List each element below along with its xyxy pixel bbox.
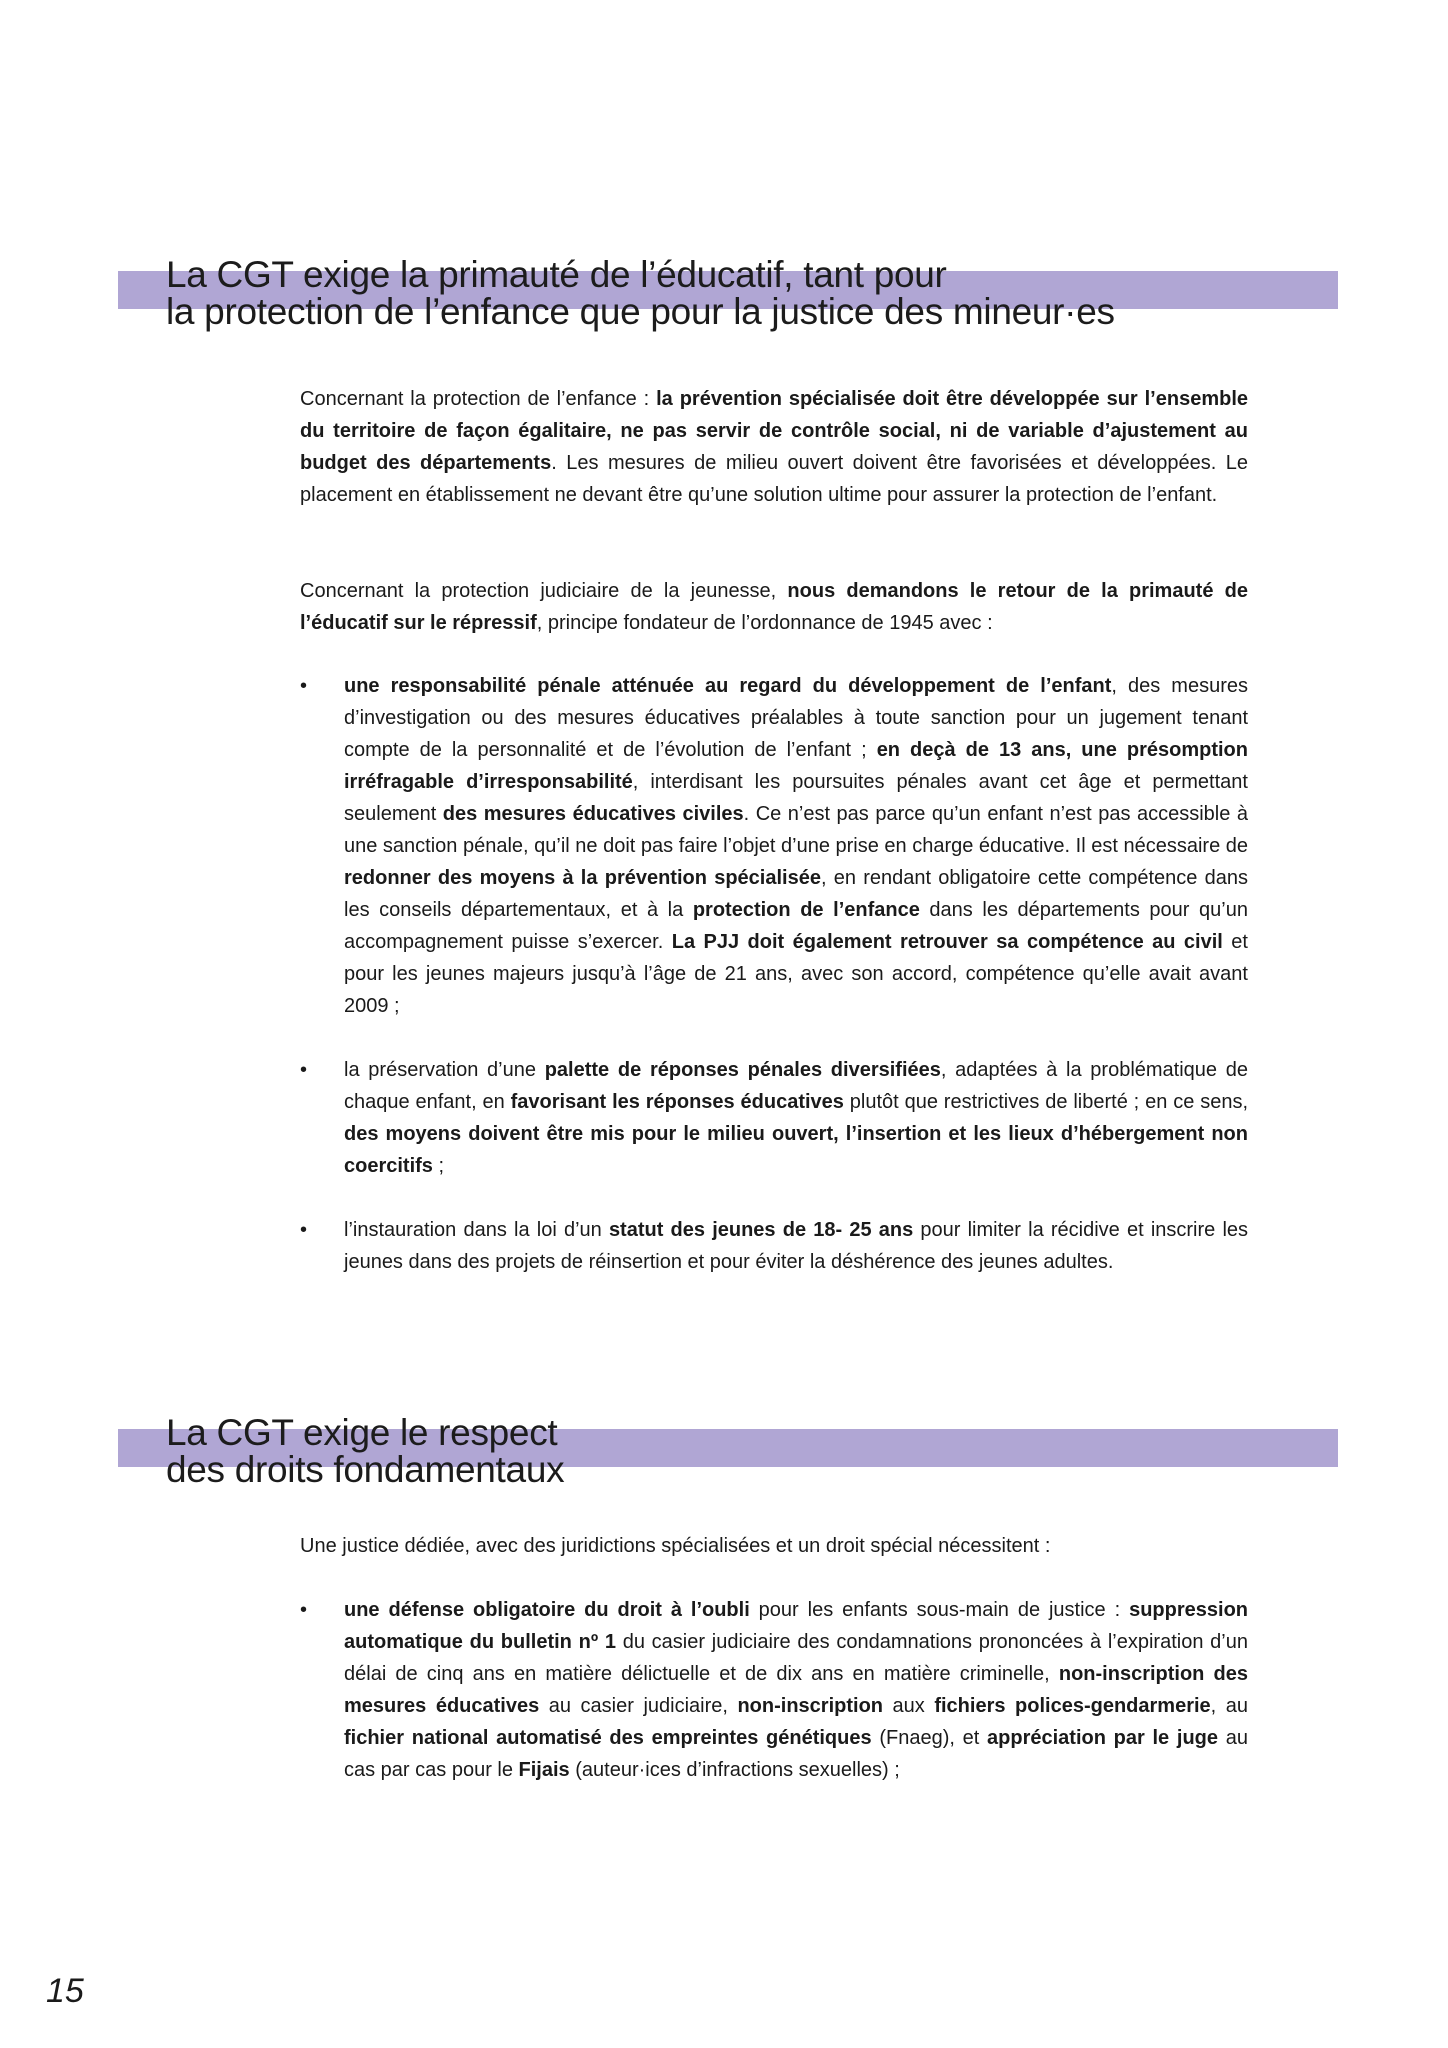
text-run: ; [432, 1155, 445, 1177]
bullet-icon: • [300, 1059, 308, 1081]
bold-text-run: statut des jeunes de 18- 25 ans [608, 1219, 914, 1241]
bold-text-run: favorisant les réponses éducatives [510, 1091, 844, 1113]
list-item [300, 1054, 1248, 1182]
bold-text-run: nous demandons le retour de la primauté de l’éducatif sur le répressif [300, 580, 1248, 634]
bold-text-run: non-inscription des mesures éducatives [344, 1663, 1248, 1717]
list-item [300, 670, 1248, 1022]
rich-paragraph [300, 575, 1248, 639]
bold-text-run: Fijais [518, 1759, 570, 1781]
section-title-line: La CGT exige le respect [166, 1412, 558, 1453]
text-run: l’instauration dans la loi d’un [344, 1219, 609, 1241]
text-run: pour les enfants sous-main de justice : [749, 1599, 1130, 1621]
bold-text-run: une responsabilité pénale atténuée au regard du développement de l’enfant [344, 675, 1112, 697]
text-run: dans les départements pour qu’un accompagnement puisse s’exercer. [344, 899, 1248, 953]
list-item-text [344, 1059, 1248, 1177]
bold-text-run: fichier national automatisé des empreintes génétiques [344, 1727, 872, 1749]
bold-text-run: suppression automatique du bulletin nº 1 [344, 1599, 1249, 1653]
page-number: 15 [46, 1972, 84, 2010]
text-run: Concernant la protection judiciaire de la jeunesse, [300, 580, 788, 602]
text-run: la préservation d’une [344, 1059, 545, 1081]
bullet-list-primaute [300, 670, 1248, 1278]
text-run: aux [883, 1695, 935, 1717]
bold-text-run: protection de l’enfance [692, 899, 920, 921]
section-title-line: des droits fondamentaux [166, 1449, 565, 1490]
bold-text-run: en deçà de 13 ans, une présomption irréfragable d’irresponsabilité [344, 739, 1248, 793]
text-run: , au [1210, 1695, 1248, 1717]
paragraph-justice-dediee [300, 1530, 1248, 1562]
bullet-list-droits [300, 1594, 1248, 1786]
bullet-icon: • [300, 1219, 308, 1241]
text-run: du casier judiciaire des condamnations prononcées à l’expiration d’un délai de cinq ans en matière délictuelle et de dix ans en matière criminelle, [344, 1631, 1248, 1685]
section-title-line: la protection de l’enfance que pour la justice des mineur·es [166, 291, 1115, 332]
text-run: plutôt que restrictives de liberté ; en ce sens, [843, 1091, 1248, 1113]
text-run: Concernant la protection de l’enfance : [300, 388, 657, 410]
text-run: (auteur·ices d’infractions sexuelles) ; [569, 1759, 900, 1781]
list-item-text [344, 1219, 1248, 1273]
list-item [300, 1594, 1248, 1786]
section-title [166, 256, 1115, 330]
bold-text-run: appréciation par le juge [987, 1727, 1219, 1749]
paragraph-protection-enfance [300, 383, 1248, 511]
paragraph-text: Une justice dédiée, avec des juridictions spécialisées et un droit spécial nécessitent : [300, 1535, 1051, 1557]
bold-text-run: la prévention spécialisée doit être développée sur l’ensemble du territoire de façon égalitaire, ne pas servir de contrôle social, ni de variable d’ajustement au budget des départements [300, 388, 1248, 474]
text-run: . Ce n’est pas parce qu’un enfant n’est pas accessible à une sanction pénale, qu’il ne doit pas faire l’objet d’une prise en charge éducative. Il est nécessaire de [344, 803, 1248, 857]
text-run: pour limiter la récidive et inscrire les jeunes dans des projets de réinsertion et pour éviter la déshérence des jeunes adultes. [344, 1219, 1249, 1273]
bullet-icon: • [300, 1599, 308, 1621]
text-run: , des mesures d’investigation ou des mesures éducatives préalables à toute sanction pour un jugement tenant compte de la personnalité et de l’évolution de l’enfant ; [344, 675, 1248, 761]
list-item-text [344, 675, 1248, 1017]
section-title [166, 1414, 564, 1488]
text-run: au cas par cas pour le [344, 1727, 1248, 1781]
text-run: au casier judiciaire, [539, 1695, 738, 1717]
bullet-icon: • [300, 675, 308, 697]
text-run: , principe fondateur de l’ordonnance de 1945 avec : [536, 612, 993, 634]
bold-text-run: des moyens doivent être mis pour le milieu ouvert, l’insertion et les lieux d’hébergement non coercitifs [344, 1123, 1248, 1177]
section-title-line: La CGT exige la primauté de l’éducatif, tant pour [166, 254, 947, 295]
paragraph-pjj [300, 575, 1248, 639]
text-run: . Les mesures de milieu ouvert doivent être favorisées et développées. Le placement en établissement ne devant être qu’une solution ultime pour assurer la protection de l’enfant. [300, 452, 1248, 506]
bold-text-run: des mesures éducatives civiles [442, 803, 744, 825]
text-run: et pour les jeunes majeurs jusqu’à l’âge de 21 ans, avec son accord, compétence qu’elle avait avant 2009 ; [344, 931, 1248, 1017]
rich-paragraph [300, 383, 1248, 511]
list-item [300, 1214, 1248, 1278]
bold-text-run: redonner des moyens à la prévention spécialisée [344, 867, 821, 889]
bold-text-run: non-inscription [737, 1695, 884, 1717]
bold-text-run: fichiers polices-gendarmerie [934, 1695, 1211, 1717]
text-run: , adaptées à la problématique de chaque enfant, en [344, 1059, 1248, 1113]
text-run: (Fnaeg), et [871, 1727, 988, 1749]
bold-text-run: une défense obligatoire du droit à l’oubli [344, 1599, 750, 1621]
bold-text-run: palette de réponses pénales diversifiées [544, 1059, 941, 1081]
list-item-text [344, 1599, 1248, 1781]
text-run: , en rendant obligatoire cette compétence dans les conseils départementaux, et à la [344, 867, 1248, 921]
text-run: , interdisant les poursuites pénales avant cet âge et permettant seulement [344, 771, 1248, 825]
bold-text-run: La PJJ doit également retrouver sa compétence au civil [671, 931, 1223, 953]
